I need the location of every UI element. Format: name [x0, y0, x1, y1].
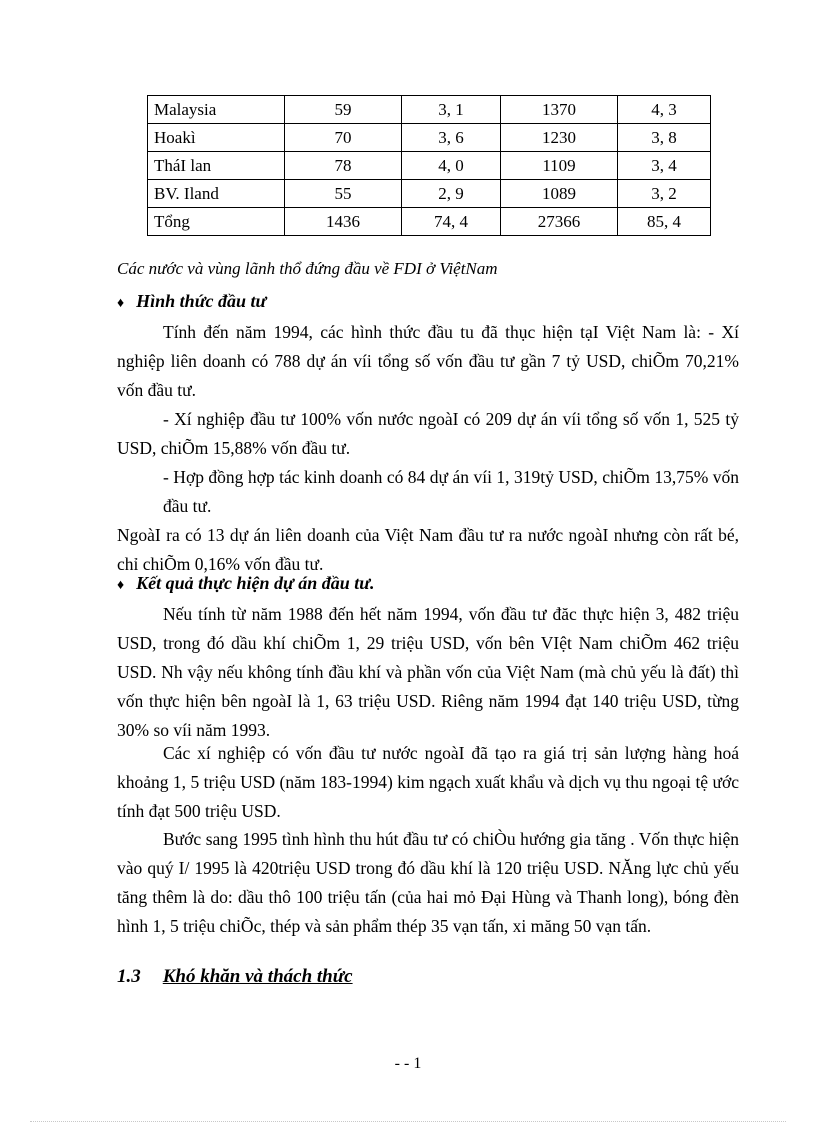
section-number: 1.3 [117, 966, 141, 987]
table-cell: 27366 [501, 208, 618, 236]
table-cell: 1089 [501, 180, 618, 208]
table-cell: 74, 4 [402, 208, 501, 236]
table-cell: 70 [285, 124, 402, 152]
paragraph: NgoàI ra có 13 dự án liên doanh của Việt Nam đầu tư ra nước ngoàI nhưng còn rất bé, chỉ chiÕm 0,16% vốn đầu tư. [117, 525, 739, 574]
table-cell: 3, 8 [618, 124, 711, 152]
section-title: Khó khăn và thách thức [162, 966, 353, 987]
heading-text: Kết quả thực hiện dự án đầu tư. [136, 573, 375, 593]
table-caption: Các nước và vùng lãnh thổ đứng đầu về FDI ở ViệtNam [117, 259, 498, 278]
table-row [148, 152, 711, 180]
table-cell: 1109 [501, 152, 618, 180]
diamond-bullet-icon: ♦ [117, 578, 125, 593]
table-cell: 1370 [501, 96, 618, 124]
table-cell: 59 [285, 96, 402, 124]
section-heading-challenges [117, 966, 353, 988]
heading-text: Hình thức đầu tư [136, 291, 267, 311]
table-cell: Malaysia [148, 96, 285, 124]
paragraph: - Hợp đồng hợp tác kinh doanh có 84 dự án víi 1, 319tỷ USD, chiÕm 13,75% vốn đầu tư. [163, 467, 739, 516]
paragraph: Tính đến năm 1994, các hình thức đầu tu đã thục hiện tạI Việt Nam là: - Xí nghiệp liên doanh có 788 dự án víi tổng số vốn đầu tư gần 7 tỷ USD, chiÕm 70,21% vốn đầu tư. [117, 322, 739, 400]
table-cell: 85, 4 [618, 208, 711, 236]
paragraph: Các xí nghiệp có vốn đầu tư nước ngoàI đã tạo ra giá trị sản lượng hàng hoá khoảng 1, 5 triệu USD (năm 183-1994) kim ngạch xuất khẩu và dịch vụ thu ngoại tệ ước tính đạt 500 triệu USD. [117, 743, 739, 821]
table-cell: Tổng [148, 208, 285, 236]
page-number: - - 1 [394, 1055, 422, 1072]
table-cell: 4, 3 [618, 96, 711, 124]
table-cell: BV. Iland [148, 180, 285, 208]
table-row [148, 96, 711, 124]
table-cell: 3, 6 [402, 124, 501, 152]
table-cell: 78 [285, 152, 402, 180]
table-cell: 3, 4 [618, 152, 711, 180]
diamond-bullet-icon: ♦ [117, 296, 125, 311]
table-cell: 3, 2 [618, 180, 711, 208]
paragraph: Bước sang 1995 tình hình thu hút đầu tư có chiÒu hướng gia tăng . Vốn thực hiện vào quý I/ 1995 là 420triệu USD trong đó dầu khí là 120 triệu USD. NĂng lực chủ yếu tăng thêm là do: dầu thô 100 triệu tấn (của hai mỏ Đại Hùng và Thanh long), bóng đèn hình 1, 5 triệu chiÕc, thép và sản phẩm thép 35 vạn tấn, xi măng 50 vạn tấn. [117, 829, 739, 936]
heading-investment-forms [117, 291, 266, 312]
table-cell: 55 [285, 180, 402, 208]
paragraph: Nếu tính từ năm 1988 đến hết năm 1994, vốn đầu tư đăc thực hiện 3, 482 triệu USD, trong đó dầu khí chiÕm 1, 29 triệu USD, vốn bên VIệt Nam chiÕm 462 triệu USD. Nh vậy nếu không tính đầu khí và phần vốn của Việt Nam (mà chủ yếu là đất) thì vốn thực hiện bên ngoàI là 1, 63 triệu USD. Riêng năm 1994 đạt 140 triệu USD, từng 30% so víi năm 1993. [117, 604, 739, 740]
paragraph: - Xí nghiệp đầu tư 100% vốn nước ngoàI có 209 dự án víi tổng số vốn 1, 525 tỷ USD, chiÕm 15,88% vốn đầu tư. [117, 409, 739, 458]
table-cell: 3, 1 [402, 96, 501, 124]
fdi-table [147, 95, 711, 236]
table-row-total [148, 208, 711, 236]
table-cell: 1230 [501, 124, 618, 152]
table-cell: 1436 [285, 208, 402, 236]
heading-implementation-results [117, 573, 375, 594]
table-cell: Hoakì [148, 124, 285, 152]
table-row [148, 124, 711, 152]
table-cell: 4, 0 [402, 152, 501, 180]
page-bottom-divider [30, 1121, 786, 1122]
table-cell: TháI lan [148, 152, 285, 180]
table-cell: 2, 9 [402, 180, 501, 208]
table-row [148, 180, 711, 208]
